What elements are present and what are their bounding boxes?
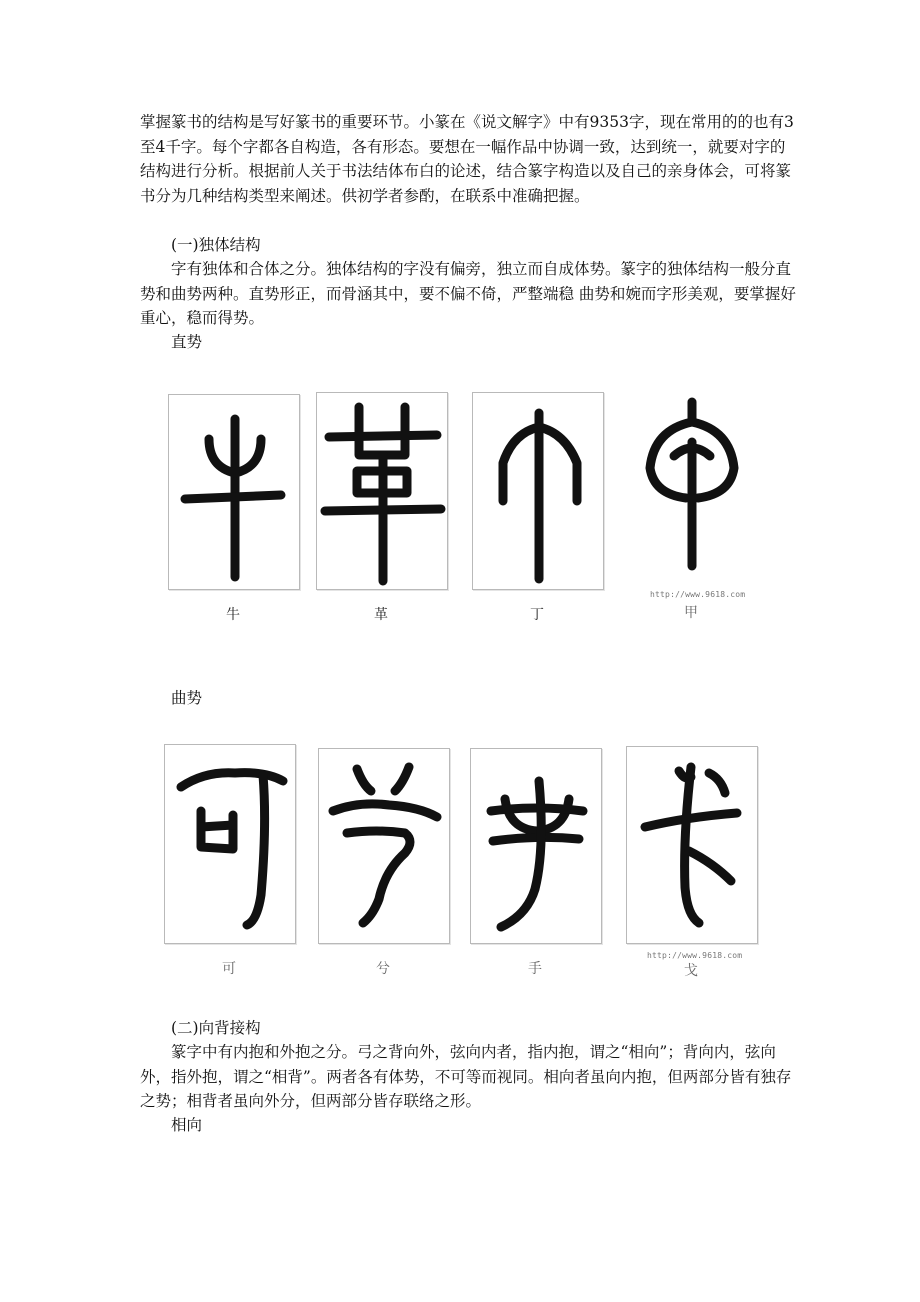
shou-seal-glyph	[471, 749, 601, 943]
caption-shou: 手	[528, 961, 542, 977]
curved-label: 曲势	[171, 689, 203, 707]
watermark: http://www.9618.com	[650, 590, 746, 599]
straight-figure	[160, 388, 780, 648]
panel-ke	[164, 744, 296, 944]
jia-seal-glyph	[624, 390, 758, 588]
section2-subhead: 相向	[171, 1116, 203, 1134]
ge2-seal-glyph	[627, 747, 757, 943]
caption-ke: 可	[222, 961, 236, 977]
curved-figure	[160, 744, 780, 1004]
panel-ge2	[626, 746, 758, 960]
panel-ding	[472, 392, 604, 590]
panel-ge	[316, 392, 448, 590]
panel-jia	[624, 390, 754, 599]
caption-ge2: 戈	[684, 963, 698, 979]
caption-xi: 兮	[376, 961, 390, 977]
straight-label: 直势	[171, 333, 203, 351]
watermark-2: http://www.9618.com	[647, 951, 743, 960]
panel-shou	[470, 748, 602, 944]
ding-seal-glyph	[473, 393, 603, 589]
caption-ge: 革	[374, 607, 388, 623]
xi-seal-glyph	[319, 749, 449, 943]
section2-title: (二)向背接构	[171, 1019, 261, 1037]
section2-body: 篆字中有内抱和外抱之分。弓之背向外，弦向内者，指内抱，谓之“相向”；背向内，弦向外，指外抱，谓之“相背”。两者各有体势，不可等而视同。相向者虽向内抱，但两部分皆有独存之势；相背者虽向外分，但两部分皆存联络之形。	[140, 1043, 792, 1110]
intro-paragraph: 掌握篆书的结构是写好篆书的重要环节。小篆在《说文解字》中有9353字，现在常用的的也有3至4千字。每个字都各自构造，各有形态。要想在一幅作品中协调一致，达到统一，就要对字的结构进行分析。根据前人关于书法结体布白的论述，结合篆字构造以及自己的亲身体会，可将篆书分为几种结构类型来阐述。供初学者参酌，在联系中准确把握。	[140, 113, 794, 205]
panel-xi	[318, 748, 450, 944]
panel-ox	[168, 394, 300, 590]
ge-seal-glyph	[317, 393, 447, 589]
caption-jia: 甲	[684, 605, 698, 621]
caption-ding: 丁	[530, 607, 544, 623]
ox-seal-glyph	[169, 395, 299, 589]
caption-ox: 牛	[226, 607, 240, 623]
section1-title: (一)独体结构	[171, 236, 261, 254]
section1-body: 字有独体和合体之分。独体结构的字没有偏旁，独立而自成体势。篆字的独体结构一般分直势和曲势两种。直势形正，而骨涵其中，要不偏不倚，严整端稳 曲势和婉而字形美观，要掌握好重心，稳而得势。	[140, 260, 796, 327]
ke-seal-glyph	[165, 745, 295, 943]
